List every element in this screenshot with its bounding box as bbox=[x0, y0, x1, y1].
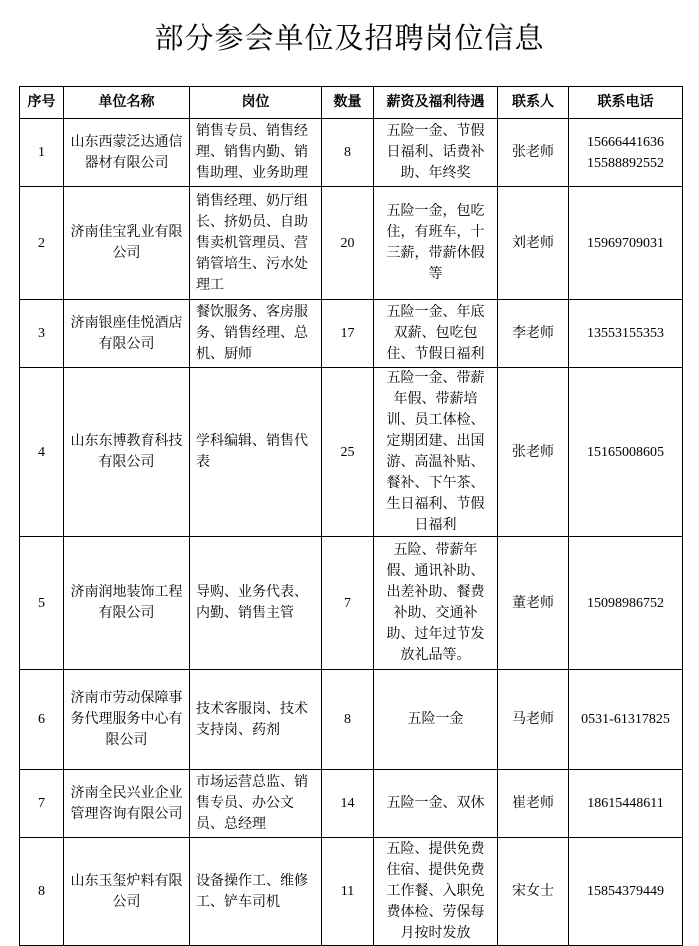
row-phone bbox=[569, 119, 683, 187]
row-position: 学科编辑、销售代表 bbox=[190, 368, 322, 537]
row-no: 3 bbox=[20, 300, 64, 368]
row-contact: 张老师 bbox=[498, 368, 569, 537]
row-contact: 董老师 bbox=[498, 537, 569, 670]
table-row bbox=[20, 770, 683, 838]
row-position: 导购、业务代表、内勤、销售主管 bbox=[190, 537, 322, 670]
row-position: 市场运营总监、销售专员、办公文员、总经理 bbox=[190, 770, 322, 838]
header-row bbox=[20, 87, 683, 119]
row-no: 1 bbox=[20, 119, 64, 187]
header-benefits: 薪资及福利待遇 bbox=[374, 87, 498, 119]
phone-number: 18615448611 bbox=[587, 796, 664, 811]
phone-number: 15588892552 bbox=[587, 155, 664, 171]
header-company: 单位名称 bbox=[64, 87, 190, 119]
row-benefits: 五险一金 bbox=[374, 670, 498, 770]
phone-number: 15969709031 bbox=[587, 235, 664, 251]
row-no: 6 bbox=[20, 670, 64, 770]
header-phone: 联系电话 bbox=[569, 87, 683, 119]
row-no: 4 bbox=[20, 368, 64, 537]
row-count: 25 bbox=[322, 368, 374, 537]
row-company: 济南全民兴业企业管理咨询有限公司 bbox=[64, 770, 190, 838]
row-position: 技术客服岗、技术支持岗、药剂 bbox=[190, 670, 322, 770]
phone-number: 15098986752 bbox=[587, 595, 664, 611]
row-phone bbox=[569, 300, 683, 368]
row-position: 餐饮服务、客房服务、销售经理、总机、厨师 bbox=[190, 300, 322, 368]
table-row bbox=[20, 300, 683, 368]
header-no: 序号 bbox=[20, 87, 64, 119]
row-benefits: 五险一金、年底双薪、包吃包住、节假日福利 bbox=[374, 300, 498, 368]
row-phone bbox=[569, 537, 683, 670]
row-company: 山东玉玺炉料有限公司 bbox=[64, 838, 190, 946]
row-phone bbox=[569, 770, 683, 838]
row-phone bbox=[569, 368, 683, 537]
row-benefits: 五险、提供免费住宿、提供免费工作餐、入职免费体检、劳保每月按时发放 bbox=[374, 838, 498, 946]
phone-number: 15666441636 bbox=[587, 134, 664, 150]
row-benefits: 五险一金、节假日福利、话费补助、年终奖 bbox=[374, 119, 498, 187]
row-contact: 崔老师 bbox=[498, 770, 569, 838]
row-count: 7 bbox=[322, 537, 374, 670]
row-company: 山东西蒙泛达通信器材有限公司 bbox=[64, 119, 190, 187]
row-phone bbox=[569, 670, 683, 770]
table-row bbox=[20, 670, 683, 770]
header-position: 岗位 bbox=[190, 87, 322, 119]
row-contact: 张老师 bbox=[498, 119, 569, 187]
row-contact: 马老师 bbox=[498, 670, 569, 770]
row-benefits: 五险一金、带薪年假、带薪培训、员工体检、定期团建、出国游、高温补贴、餐补、下午茶、生日福利、节假日福利 bbox=[374, 368, 498, 537]
phone-number: 15165008605 bbox=[587, 444, 664, 460]
row-benefits: 五险一金，包吃住，有班车，十三薪，带薪休假等 bbox=[374, 187, 498, 300]
row-no: 5 bbox=[20, 537, 64, 670]
row-position: 设备操作工、维修工、铲车司机 bbox=[190, 838, 322, 946]
row-company: 济南银座佳悦酒店有限公司 bbox=[64, 300, 190, 368]
table-row bbox=[20, 368, 683, 537]
row-position: 销售经理、奶厅组长、挤奶员、自助售卖机管理员、营销管培生、污水处理工 bbox=[190, 187, 322, 300]
row-company: 山东东博教育科技有限公司 bbox=[64, 368, 190, 537]
row-count: 8 bbox=[322, 670, 374, 770]
row-company: 济南润地装饰工程有限公司 bbox=[64, 537, 190, 670]
row-count: 14 bbox=[322, 770, 374, 838]
recruitment-table bbox=[19, 86, 683, 946]
row-contact: 李老师 bbox=[498, 300, 569, 368]
row-contact: 宋女士 bbox=[498, 838, 569, 946]
row-count: 11 bbox=[322, 838, 374, 946]
row-position: 销售专员、销售经理、销售内勤、销售助理、业务助理 bbox=[190, 119, 322, 187]
table-row bbox=[20, 537, 683, 670]
header-count: 数量 bbox=[322, 87, 374, 119]
phone-number: 15854379449 bbox=[587, 884, 664, 899]
row-benefits: 五险一金、双休 bbox=[374, 770, 498, 838]
row-no: 7 bbox=[20, 770, 64, 838]
row-benefits: 五险、带薪年假、通讯补助、出差补助、餐费补助、交通补助、过年过节发放礼品等。 bbox=[374, 537, 498, 670]
table-row bbox=[20, 838, 683, 946]
row-no: 8 bbox=[20, 838, 64, 946]
row-phone bbox=[569, 838, 683, 946]
row-count: 8 bbox=[322, 119, 374, 187]
row-company: 济南市劳动保障事务代理服务中心有限公司 bbox=[64, 670, 190, 770]
page-title: 部分参会单位及招聘岗位信息 bbox=[154, 21, 545, 55]
row-contact: 刘老师 bbox=[498, 187, 569, 300]
row-phone bbox=[569, 187, 683, 300]
table-row bbox=[20, 119, 683, 187]
row-company: 济南佳宝乳业有限公司 bbox=[64, 187, 190, 300]
row-count: 20 bbox=[322, 187, 374, 300]
header-contact: 联系人 bbox=[498, 87, 569, 119]
row-no: 2 bbox=[20, 187, 64, 300]
row-count: 17 bbox=[322, 300, 374, 368]
phone-number: 0531-61317825 bbox=[581, 712, 670, 727]
phone-number: 13553155353 bbox=[587, 326, 664, 341]
table-row bbox=[20, 187, 683, 300]
